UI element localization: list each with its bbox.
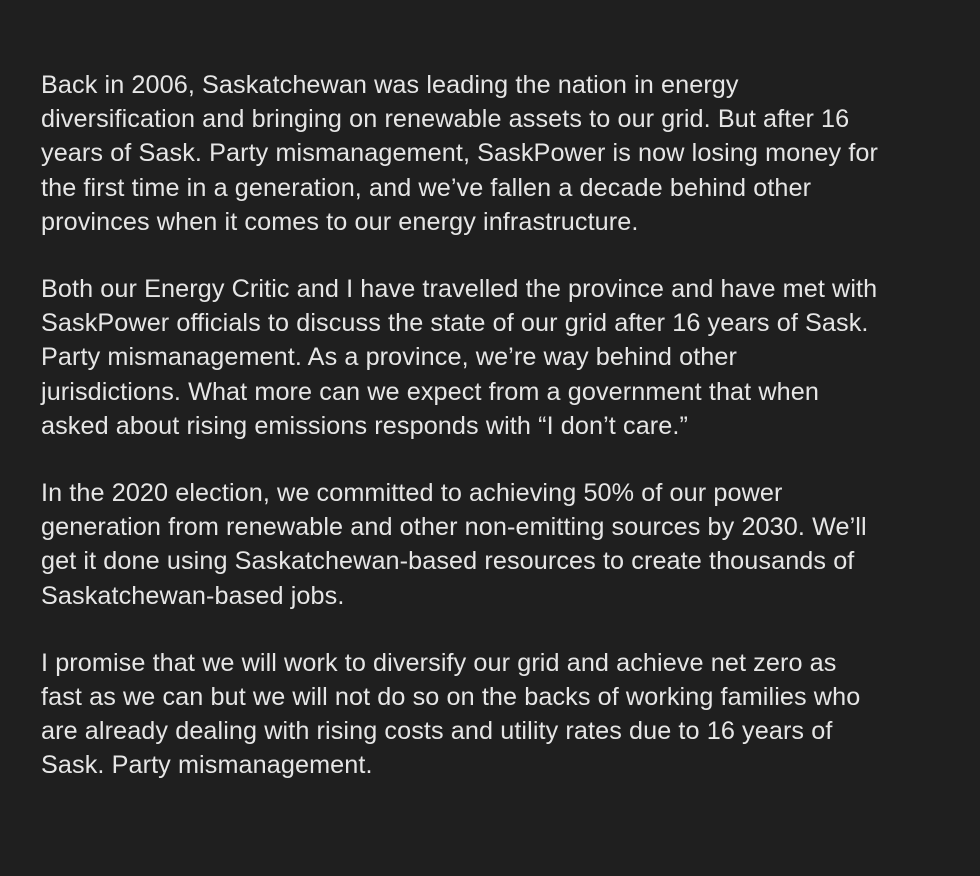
paragraph-energy-diversification: Back in 2006, Saskatchewan was leading the nation in energy diversification and bringing on renewable assets to our grid. But after 16 years of Sask. Party mismanagement, SaskPower is now losing money for the first time in a generation, and we’ve fallen a decade behind other provinces when it comes to our energy infrastructure. bbox=[41, 71, 879, 236]
paragraph-energy-critic-travel: Both our Energy Critic and I have travelled the province and have met with SaskPower officials to discuss the state of our grid after 16 years of Sask. Party mismanagement. As a province, we’re way behind other jurisdictions. What more can we expect from a government that when asked about rising emissions responds with “I don’t care.” bbox=[41, 275, 878, 440]
paragraph-net-zero-promise: I promise that we will work to diversify our grid and achieve net zero as fast as we can but we will not do so on the backs of working families who are already dealing with rising costs and utility rates due to 16 years of Sask. Party mismanagement. bbox=[41, 648, 861, 780]
paragraph-2020-election-commitment: In the 2020 election, we committed to achieving 50% of our power generation from renewable and other non-emitting sources by 2030. We’ll get it done using Saskatchewan-based resources to create thousands of Saskatchewan-based jobs. bbox=[41, 479, 867, 610]
